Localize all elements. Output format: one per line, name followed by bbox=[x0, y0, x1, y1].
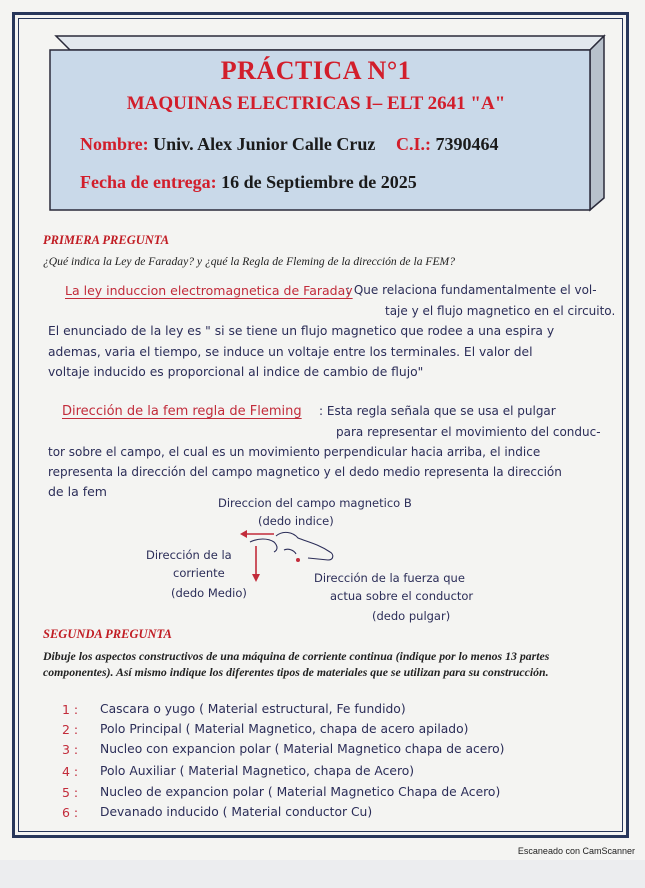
header bbox=[50, 46, 582, 206]
faraday-para-2: ademas, varia el tiempo, se induce un voltaje entre los terminales. El valor del bbox=[48, 345, 533, 359]
list-item-text: Polo Auxiliar ( Material Magnetico, chapa de Acero) bbox=[100, 764, 415, 778]
q1-question: ¿Qué indica la Ley de Faraday? y ¿qué la Regla de Fleming de la dirección de la FEM? bbox=[43, 255, 456, 268]
fleming-para-3: de la fem bbox=[48, 484, 107, 499]
list-item-text: Nucleo de expancion polar ( Material Magnetico Chapa de Acero) bbox=[100, 785, 501, 799]
fleming-para-1: tor sobre el campo, el cual es un movimiento perpendicular hacia arriba, el indice bbox=[48, 445, 541, 459]
q2-question-line-2: componentes). Así mismo indique los diferentes tipos de materiales que se utilizan para su construcción. bbox=[43, 665, 549, 679]
ci-value: 7390464 bbox=[435, 134, 499, 154]
list-item-text: Cascara o yugo ( Material estructural, Fe fundido) bbox=[100, 702, 406, 716]
list-item-text: Polo Principal ( Material Magnetico, chapa de acero apilado) bbox=[100, 722, 469, 736]
faraday-para-3: voltaje inducido es proporcional al indice de cambio de flujo" bbox=[48, 365, 424, 379]
diagram-label-current: Dirección de la bbox=[146, 548, 232, 562]
date-value: 16 de Septiembre de 2025 bbox=[221, 172, 417, 192]
list-item-text: Nucleo con expancion polar ( Material Magnetico chapa de acero) bbox=[100, 742, 505, 756]
fleming-para-2: representa la dirección del campo magnetico y el dedo medio representa la dirección bbox=[48, 465, 562, 479]
fleming-title: Dirección de la fem regla de Fleming bbox=[62, 404, 302, 419]
scanner-footer: Escaneado con CamScanner bbox=[517, 846, 635, 856]
student-name-line bbox=[80, 134, 375, 155]
list-item-number: 3 : bbox=[62, 742, 79, 757]
date-line bbox=[80, 172, 417, 193]
q1-heading: PRIMERA PREGUNTA bbox=[43, 233, 170, 247]
ci-label: C.I.: bbox=[396, 134, 431, 154]
diagram-label-force-finger: (dedo pulgar) bbox=[372, 609, 451, 623]
diagram-label-force: Dirección de la fuerza que bbox=[314, 571, 465, 585]
page-subtitle: MAQUINAS ELECTRICAS I– ELT 2641 "A" bbox=[126, 93, 506, 114]
list-item-number: 6 : bbox=[62, 805, 79, 820]
q2-heading: SEGUNDA PREGUNTA bbox=[43, 627, 172, 641]
faraday-title: La ley induccion electromagnetica de Faraday bbox=[65, 283, 353, 298]
ci-line bbox=[396, 134, 499, 155]
name-label: Nombre: bbox=[80, 134, 149, 154]
fleming-line-2: para representar el movimiento del conduc- bbox=[336, 425, 601, 439]
diagram-label-field: Direccion del campo magnetico B bbox=[218, 496, 412, 510]
q2-question bbox=[43, 648, 595, 680]
fleming-line-1: : Esta regla señala que se usa el pulgar bbox=[319, 404, 556, 418]
diagram-label-current-2: corriente bbox=[173, 566, 225, 580]
faraday-line-1: : Que relaciona fundamentalmente el vol- bbox=[346, 283, 597, 297]
name-value: Univ. Alex Junior Calle Cruz bbox=[153, 134, 376, 154]
list-item-number: 2 : bbox=[62, 722, 79, 737]
list-item-number: 1 : bbox=[62, 702, 79, 717]
date-label: Fecha de entrega: bbox=[80, 172, 217, 192]
list-item-text: Devanado inducido ( Material conductor Cu) bbox=[100, 805, 373, 819]
q2-question-line-1: Dibuje los aspectos constructivos de una máquina de corriente continua (indique por lo menos 13 partes bbox=[43, 649, 550, 663]
diagram-label-field-finger: (dedo indice) bbox=[258, 514, 334, 528]
list-item-number: 5 : bbox=[62, 785, 79, 800]
list-item-number: 4 : bbox=[62, 764, 79, 779]
faraday-line-2: taje y el flujo magnetico en el circuito. bbox=[385, 304, 616, 318]
diagram-label-force-2: actua sobre el conductor bbox=[330, 589, 474, 603]
diagram-label-current-finger: (dedo Medio) bbox=[171, 586, 247, 600]
page-title: PRÁCTICA N°1 bbox=[220, 56, 412, 85]
faraday-para-1: El enunciado de la ley es " si se tiene un flujo magnetico que rodee a una espira y bbox=[48, 324, 555, 338]
